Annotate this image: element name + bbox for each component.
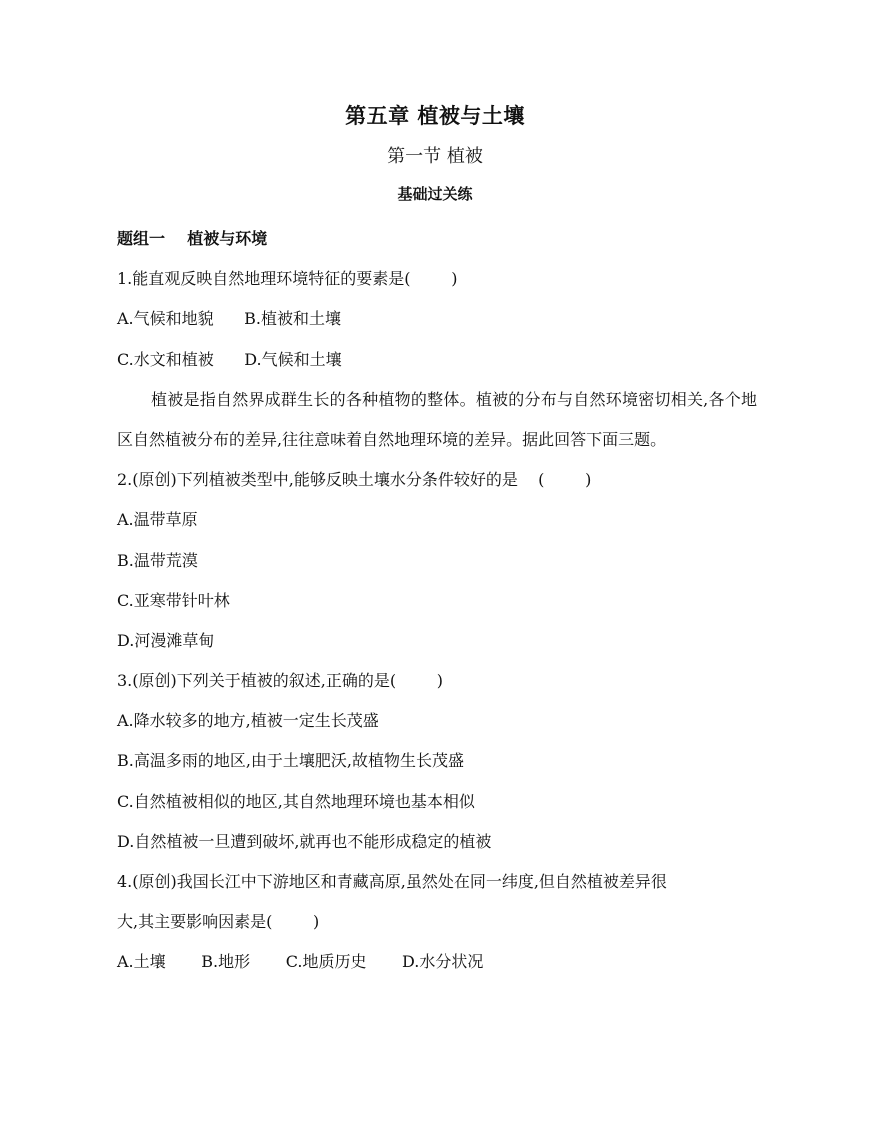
- question-stem-continued: 大,其主要影响因素是( ): [117, 912, 320, 932]
- option-a: A.温带草原: [117, 510, 198, 530]
- chapter-title: 第五章 植被与土壤: [345, 103, 525, 128]
- option-c: C.自然植被相似的地区,其自然地理环境也基本相似: [117, 791, 475, 811]
- question-options: A.气候和地貌 B.植被和土壤: [117, 309, 342, 329]
- option-b: B.温带荒漠: [117, 550, 198, 570]
- option-b: B.高温多雨的地区,由于土壤肥沃,故植物生长茂盛: [117, 751, 465, 771]
- question-stem: 4.(原创)我国长江中下游地区和青藏高原,虽然处在同一纬度,但自然植被差异很: [117, 872, 667, 892]
- question-stem: 3.(原创)下列关于植被的叙述,正确的是( ): [117, 671, 444, 691]
- question-1: [117, 259, 757, 380]
- question-group-title: 题组一 植被与环境: [117, 229, 268, 248]
- option-c: C.亚寒带针叶林: [117, 590, 230, 610]
- question-4: [117, 862, 757, 983]
- question-3: [117, 661, 757, 862]
- option-d: D.自然植被一旦遭到破坏,就再也不能形成稳定的植被: [117, 831, 492, 851]
- section-title: 第一节 植被: [387, 146, 483, 167]
- question-stem: 2.(原创)下列植被类型中,能够反映土壤水分条件较好的是 ( ): [117, 470, 592, 490]
- question-options: C.水文和植被 D.气候和土壤: [117, 349, 342, 369]
- question-options: A.土壤 B.地形 C.地质历史 D.水分状况: [117, 952, 484, 972]
- option-a: A.降水较多的地方,植被一定生长茂盛: [117, 711, 379, 731]
- question-2: [117, 460, 757, 661]
- subsection-title: 基础过关练: [397, 185, 473, 203]
- reading-passage: 植被是指自然界成群生长的各种植物的整体。植被的分布与自然环境密切相关,各个地区自然植被分布的差异,往往意味着自然地理环境的差异。据此回答下面三题。: [117, 389, 757, 449]
- question-stem: 1.能直观反映自然地理环境特征的要素是( ): [117, 269, 458, 289]
- content-body: [117, 219, 757, 983]
- option-d: D.河漫滩草甸: [117, 630, 215, 650]
